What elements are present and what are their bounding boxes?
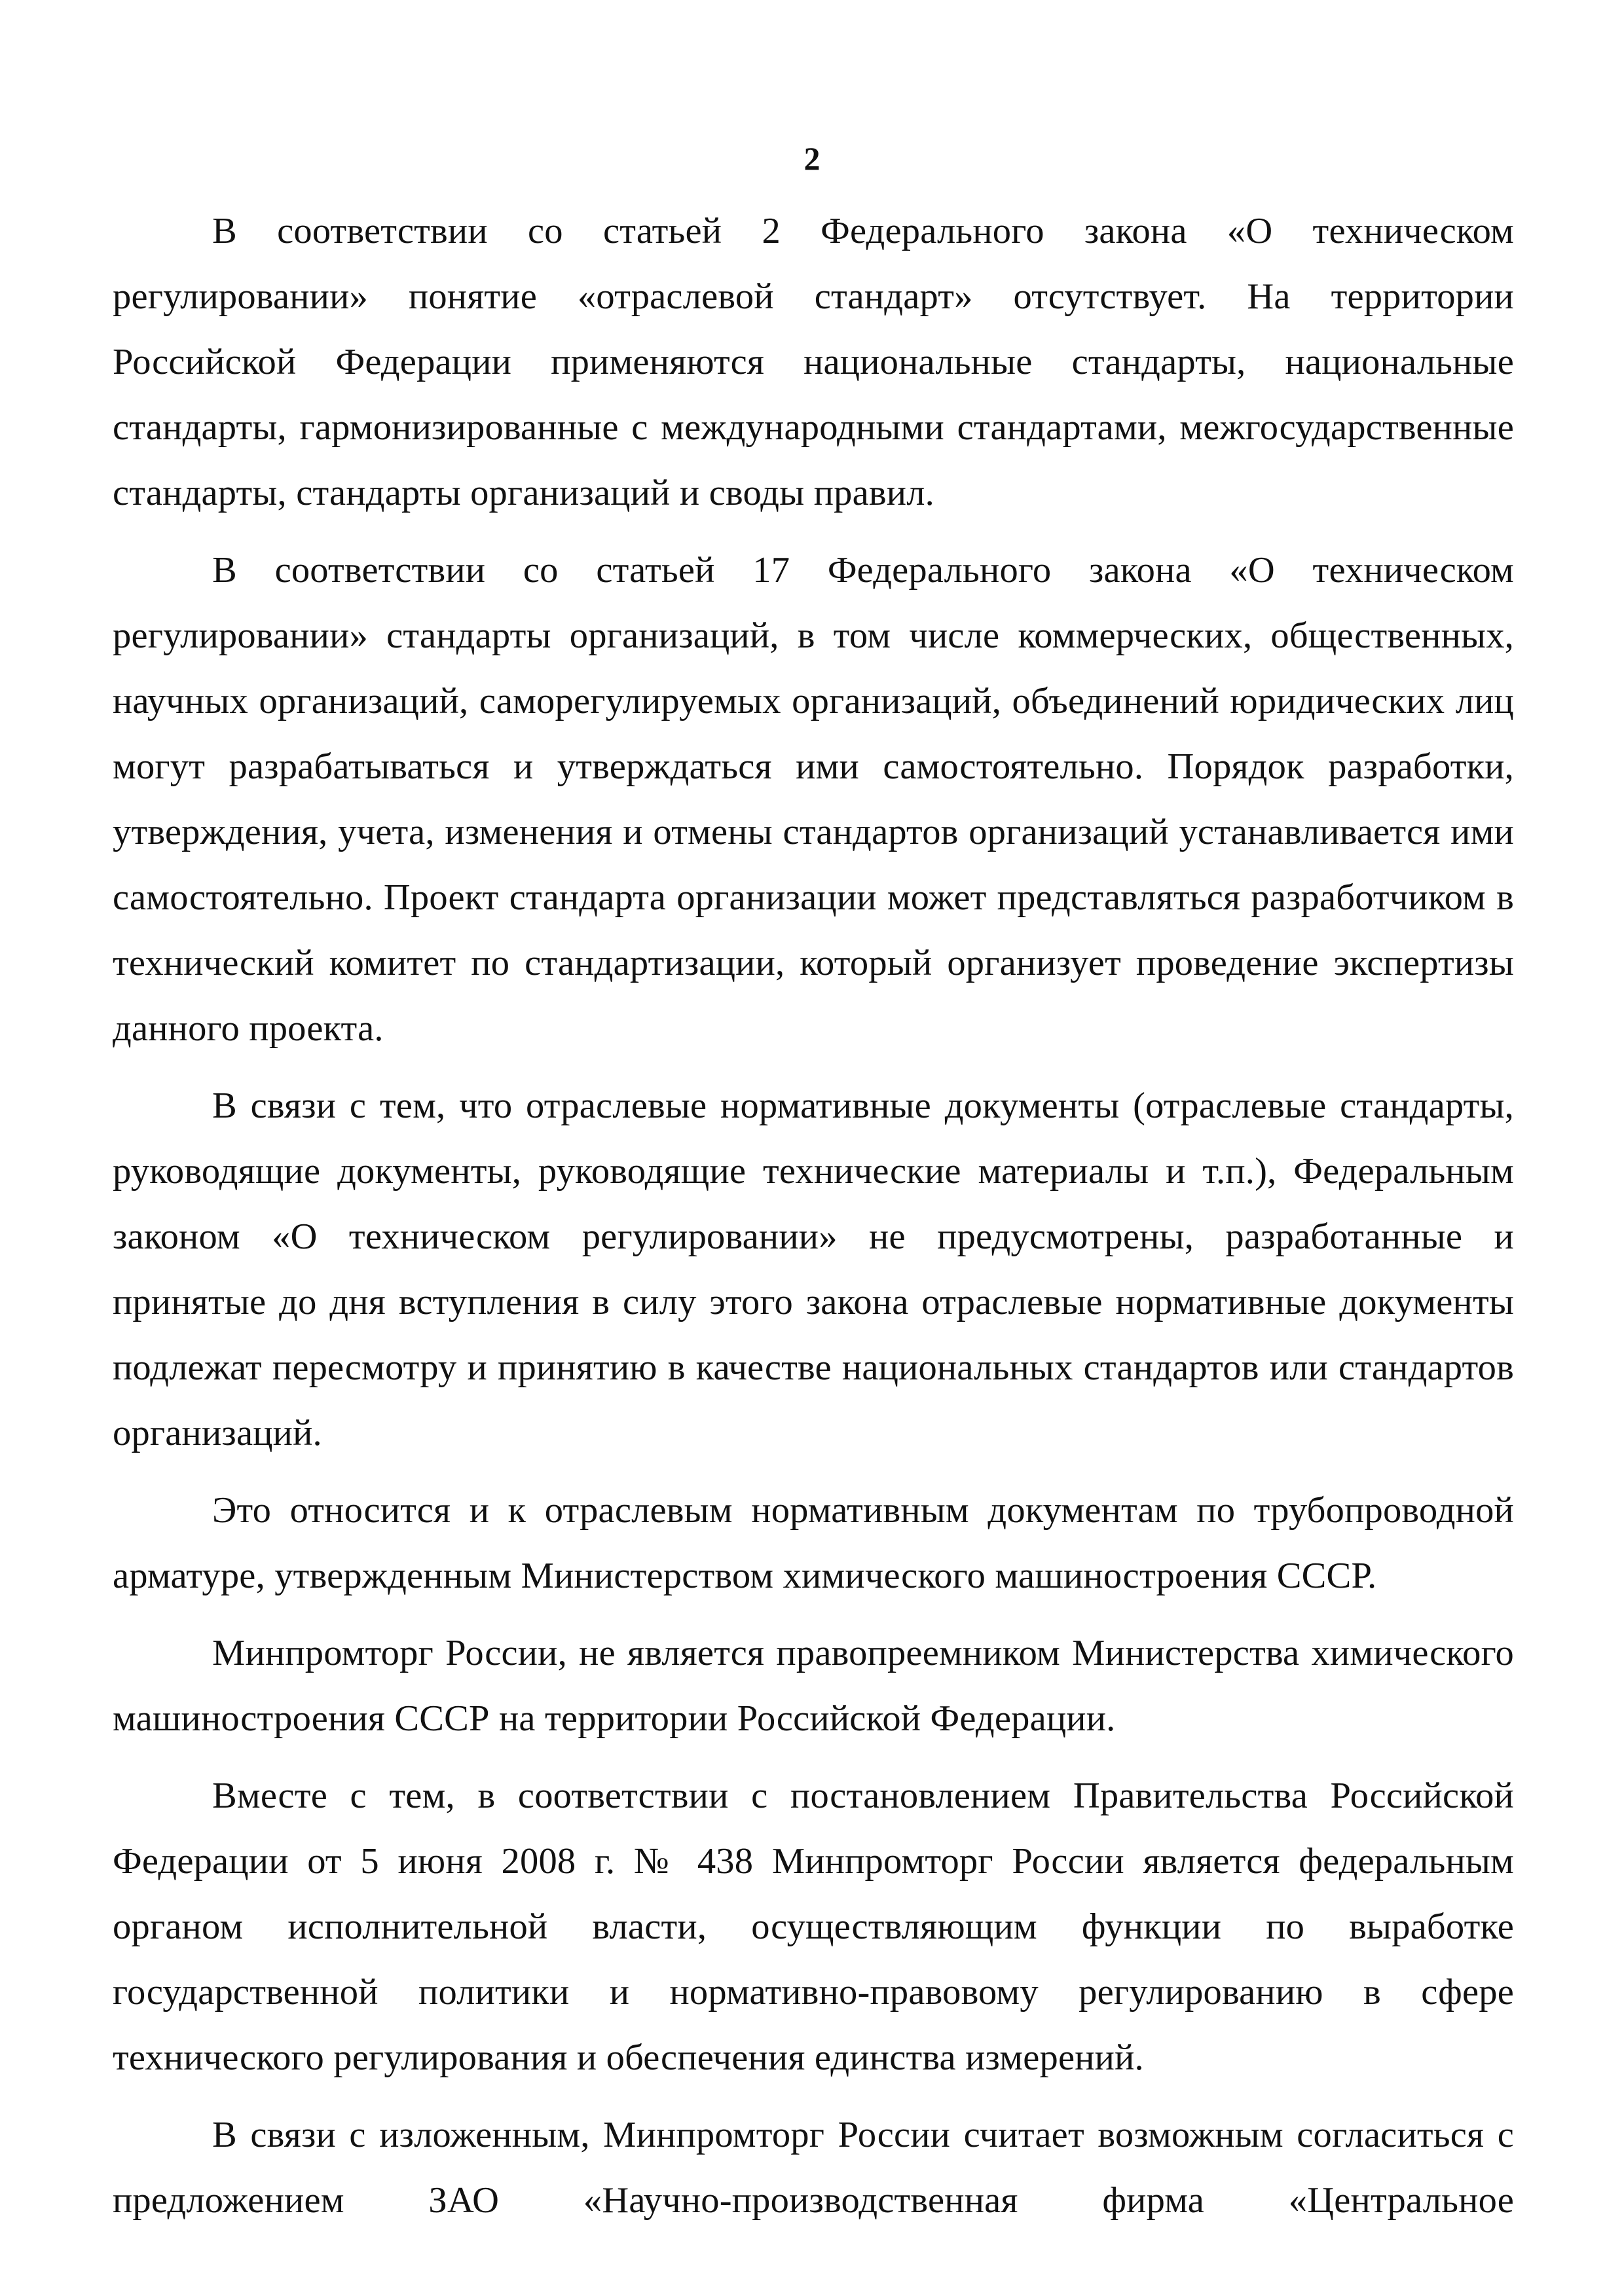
paragraph-government-decree: Вместе с тем, в соответствии с постановлением Правительства Российской Федерации от 5 июня 2008 г. № 438 Минпромторг России является федеральным органом исполнительной власти, осуществляющим функции по выработке государственной политики и нормативно-правовому регулированию в сфере технического регулирования и обеспечения единства измерений. (113, 1776, 1514, 2078)
paragraph-organization-standards: В соответствии со статьей 17 Федерального закона «О техническом регулировании» стандарты организаций, в том числе коммерческих, общественных, научных организаций, саморегулируемых организаций, объединений юридических лиц могут разрабатываться и утверждаться ими самостоятельно. Порядок разработки, утверждения, учета, изменения и отмены стандартов организаций устанавливается ими самостоятельно. Проект стандарта организации может представляться разработчиком в технический комитет по стандартизации, который организует проведение экспертизы данного проекта. (113, 550, 1514, 1049)
paragraph-industry-documents: В связи с тем, что отраслевые нормативные документы (отраслевые стандарты, руководящие документы, руководящие технические материалы и т.п.), Федеральным законом «О техническом регулировании» не предусмотрены, разработанные и принятые до дня вступления в силу этого закона отраслевые нормативные документы подлежат пересмотру и принятию в качестве национальных стандартов или стандартов организаций. (113, 1085, 1514, 1453)
paragraph-conclusion: В связи с изложенным, Минпромторг России считает возможным согласиться с предложением ЗАО «Научно-производственная фирма «Центральное (113, 2115, 1514, 2221)
paragraph-definition-standard: В соответствии со статьей 2 Федерального закона «О техническом регулировании» понятие «отраслевой стандарт» отсутствует. На территории Российской Федерации применяются национальные стандарты, национальные стандарты, гармонизированные с международными стандартами, межгосударственные стандарты, стандарты организаций и своды правил. (113, 211, 1514, 513)
document-body (113, 198, 1514, 2245)
page-number: 2 (803, 140, 821, 177)
paragraph-legal-successor: Минпромторг России, не является правопреемником Министерства химического машиностроения СССР на территории Российской Федерации. (113, 1633, 1514, 1739)
paragraph-pipeline-fittings: Это относится и к отраслевым нормативным документам по трубопроводной арматуре, утвержденным Министерством химического машиностроения СССР. (113, 1490, 1514, 1596)
